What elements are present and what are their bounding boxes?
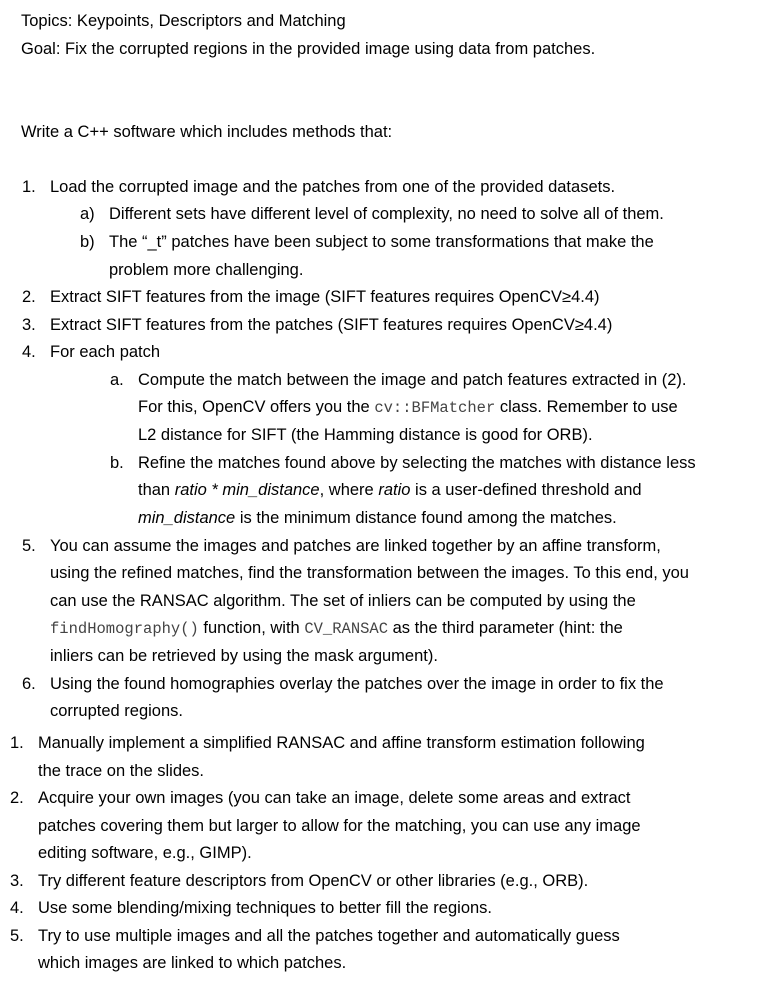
step-1b-text-2: problem more challenging.	[109, 261, 304, 279]
optional-1-line-1: Manually implement a simplified RANSAC and affine transform estimation following	[38, 734, 645, 752]
goal-line: Goal: Fix the corrupted regions in the provided image using data from patches.	[21, 40, 596, 58]
optional-2-line-3: editing software, e.g., GIMP).	[38, 844, 252, 862]
step-1b-text-1: The “_t” patches have been subject to some transformations that make the	[109, 233, 654, 251]
optional-1-line-2: the trace on the slides.	[38, 762, 205, 780]
optional-2-line-1: Acquire your own images (you can take an image, delete some areas and extract	[38, 789, 631, 807]
code-cv-namespace: cv::	[374, 399, 412, 417]
step-1-number: 1.	[22, 178, 36, 196]
step-4b-line-2: than ratio * min_distance, where ratio is a user-defined threshold and	[138, 481, 642, 499]
step-5-line-3: can use the RANSAC algorithm. The set of inliers can be computed by using the	[50, 592, 636, 610]
code-bfmatcher: BFMatcher	[411, 399, 496, 417]
optional-5-line-1: Try to use multiple images and all the patches together and automatically guess	[38, 927, 620, 945]
step-4b-line-3: min_distance is the minimum distance found among the matches.	[138, 509, 617, 527]
step-4b-line-1: Refine the matches found above by selecting the matches with distance less	[138, 454, 696, 472]
optional-3-line-1: Try different feature descriptors from OpenCV or other libraries (e.g., ORB).	[38, 872, 589, 890]
step-4a-line-1: Compute the match between the image and patch features extracted in (2).	[138, 371, 687, 389]
step-5-line-5: inliers can be retrieved by using the mask argument).	[50, 647, 438, 665]
step-5-line-4: findHomography() function, with CV_RANSAC as the third parameter (hint: the	[50, 619, 623, 638]
step-2-text: Extract SIFT features from the image (SIFT features requires OpenCV≥4.4)	[50, 288, 600, 306]
optional-4-line-1: Use some blending/mixing techniques to better fill the regions.	[38, 899, 492, 917]
optional-3-number: 3.	[10, 872, 24, 890]
step-1-text: Load the corrupted image and the patches from one of the provided datasets.	[50, 178, 616, 196]
step-4a-line-3: L2 distance for SIFT (the Hamming distance is good for ORB).	[138, 426, 593, 444]
step-5-line-1: You can assume the images and patches are linked together by an affine transform,	[50, 537, 661, 555]
optional-5-line-2: which images are linked to which patches.	[38, 954, 347, 972]
optional-5-number: 5.	[10, 927, 24, 945]
step-6-line-2: corrupted regions.	[50, 702, 183, 720]
step-4a-line-2: For this, OpenCV offers you the cv::BFMatcher class. Remember to use	[138, 398, 678, 417]
step-3-number: 3.	[22, 316, 36, 334]
step-6-line-1: Using the found homographies overlay the patches over the image in order to fix the	[50, 675, 664, 693]
intro-line: Write a C++ software which includes methods that:	[21, 123, 393, 141]
optional-4-number: 4.	[10, 899, 24, 917]
step-4-text: For each patch	[50, 343, 161, 361]
topics-line: Topics: Keypoints, Descriptors and Matching	[21, 12, 346, 30]
step-5-line-2: using the refined matches, find the transformation between the images. To this end, you	[50, 564, 689, 582]
step-4b-number: b.	[110, 454, 124, 472]
step-1b-number: b)	[80, 233, 95, 251]
optional-1-number: 1.	[10, 734, 24, 752]
step-3-text: Extract SIFT features from the patches (SIFT features requires OpenCV≥4.4)	[50, 316, 613, 334]
step-4-number: 4.	[22, 343, 36, 361]
step-1a-text: Different sets have different level of complexity, no need to solve all of them.	[109, 205, 664, 223]
step-6-number: 6.	[22, 675, 36, 693]
optional-2-line-2: patches covering them but larger to allow for the matching, you can use any image	[38, 817, 641, 835]
step-5-number: 5.	[22, 537, 36, 555]
step-1a-number: a)	[80, 205, 95, 223]
code-cv-ransac: CV_RANSAC	[304, 620, 389, 638]
optional-2-number: 2.	[10, 789, 24, 807]
code-findhomography: findHomography()	[50, 620, 199, 638]
step-2-number: 2.	[22, 288, 36, 306]
step-4a-number: a.	[110, 371, 124, 389]
